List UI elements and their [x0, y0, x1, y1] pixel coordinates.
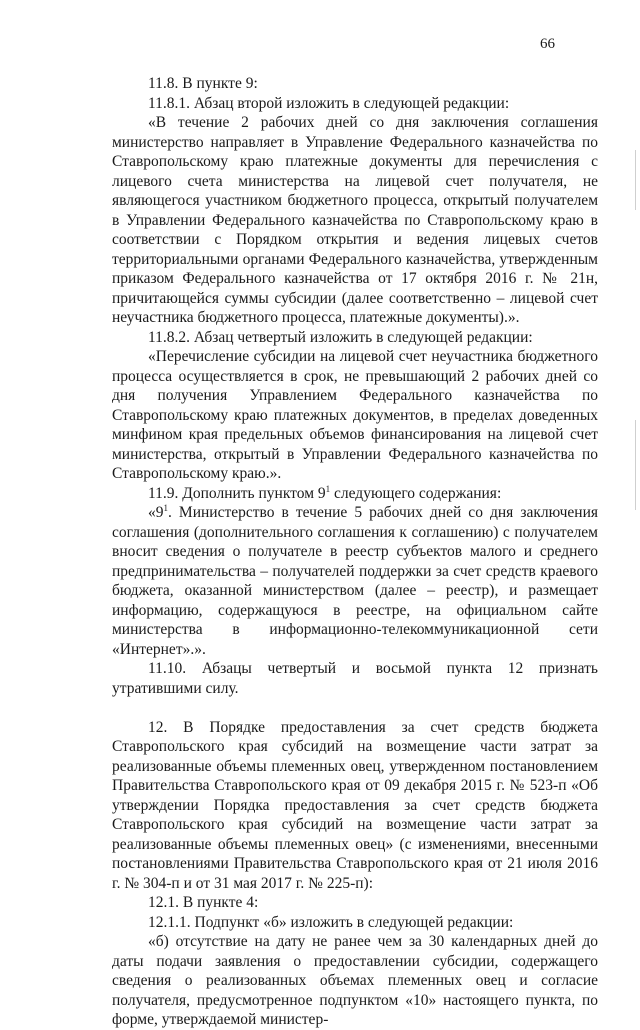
paragraph-9-1-text — [112, 503, 598, 659]
paragraph-11-8-1: 11.8.1. Абзац второй изложить в следующей редакции: — [148, 94, 510, 112]
paragraph-12-1: 12.1. В пункте 4: — [148, 894, 259, 911]
paragraph-11-9-after: следующего содержания: — [330, 484, 502, 502]
paragraph-11-8: 11.8. В пункте 9: — [148, 75, 258, 92]
paragraph-12: 12. В Порядке предоставления за счет средств бюджета Ставропольского края субсидий на возмещение части затрат за реализованные объемы племенных овец, утвержденном постановлением Правительства Ставропольского края от 09 декабря 2015 г. № 523-п «Об утверждении Порядка предоставления за счет средств бюджета Ставропольского края субсидий на возмещение части затрат за реализованные объемы племенных овец» (с изменениями, внесенными постановлениями Правительства Ставропольского края от 21 июля 2016 г. № 304-п и от 31 мая 2017 г. № 225-п): — [112, 718, 598, 892]
paragraph-11-10: 11.10. Абзацы четвертый и восьмой пункта 12 признать утратившими силу. — [112, 660, 598, 697]
document-body — [112, 74, 598, 1030]
superscript-1: 1 — [163, 503, 168, 513]
scan-edge-line — [635, 150, 636, 210]
paragraph-9-1-before: «9 — [148, 504, 164, 521]
paragraph-9-1-after: . Министерство в течение 5 рабочих дней со дня заключения соглашения (дополнительного соглашения к соглашению) с получателем вносит сведения о получателе в реестр субъектов малого и среднего предпринимательства – получателей поддержки за счет средств краевого бюджета, оказанной министерством (далее – реестр), и размещает информацию, содержащуюся в реестре, на официальном сайте министерства в информационно-телекоммуникационной сети «Интернет».». — [112, 504, 598, 658]
paragraph-12-1-1-text: «б) отсутствие на дату не ранее чем за 30 календарных дней до даты подачи заявления о предоставлении субсидии, содержащего сведения о реализованных объемах племенных овец и согласие получателя, предусмотренное подпунктом «10» настоящего пункта, по форме, утверждаемой министер- — [112, 933, 598, 1028]
paragraph-11-8-2: 11.8.2. Абзац четвертый изложить в следующей редакции: — [148, 328, 533, 346]
paragraph-11-9-before: 11.9. Дополнить пунктом 9 — [148, 484, 326, 502]
scan-edge-line — [635, 420, 636, 510]
paragraph-11-8-2-text: «Перечисление субсидии на лицевой счет неучастника бюджетного процесса осуществляется в срок, не превышающий 2 рабочих дней со дня получения Управлением Федерального казначейства по Ставропольскому краю платежных документов, в пределах доведенных минфином края предельных объемов финансирования на лицевой счет министерства, открытый в Управлении Федерального казначейства по Ставропольскому краю.». — [112, 348, 598, 482]
paragraph-11-8-1-text: «В течение 2 рабочих дней со дня заключения соглашения министерство направляет в Управление Федерального казначейства по Ставропольскому краю платежные документы для перечисления с лицевого счета министерства на лицевой счет получателя, не являющегося участником бюджетного процесса, открытый получателем в Управлении Федерального казначейства по Ставропольскому краю в соответствии с Порядком открытия и ведения лицевых счетов территориальными органами Федерального казначейства, утвержденным приказом Федерального казначейства от 17 октября 2016 г. № 21н, причитающейся суммы субсидии (далее соответственно – лицевой счет неучастника бюджетного процесса, платежные документы).». — [112, 114, 598, 326]
paragraph-12-1-1: 12.1.1. Подпункт «б» изложить в следующей редакции: — [148, 913, 514, 931]
page-number: 66 — [540, 36, 555, 52]
superscript-1: 1 — [325, 483, 331, 494]
paragraph-11-9 — [112, 484, 598, 504]
